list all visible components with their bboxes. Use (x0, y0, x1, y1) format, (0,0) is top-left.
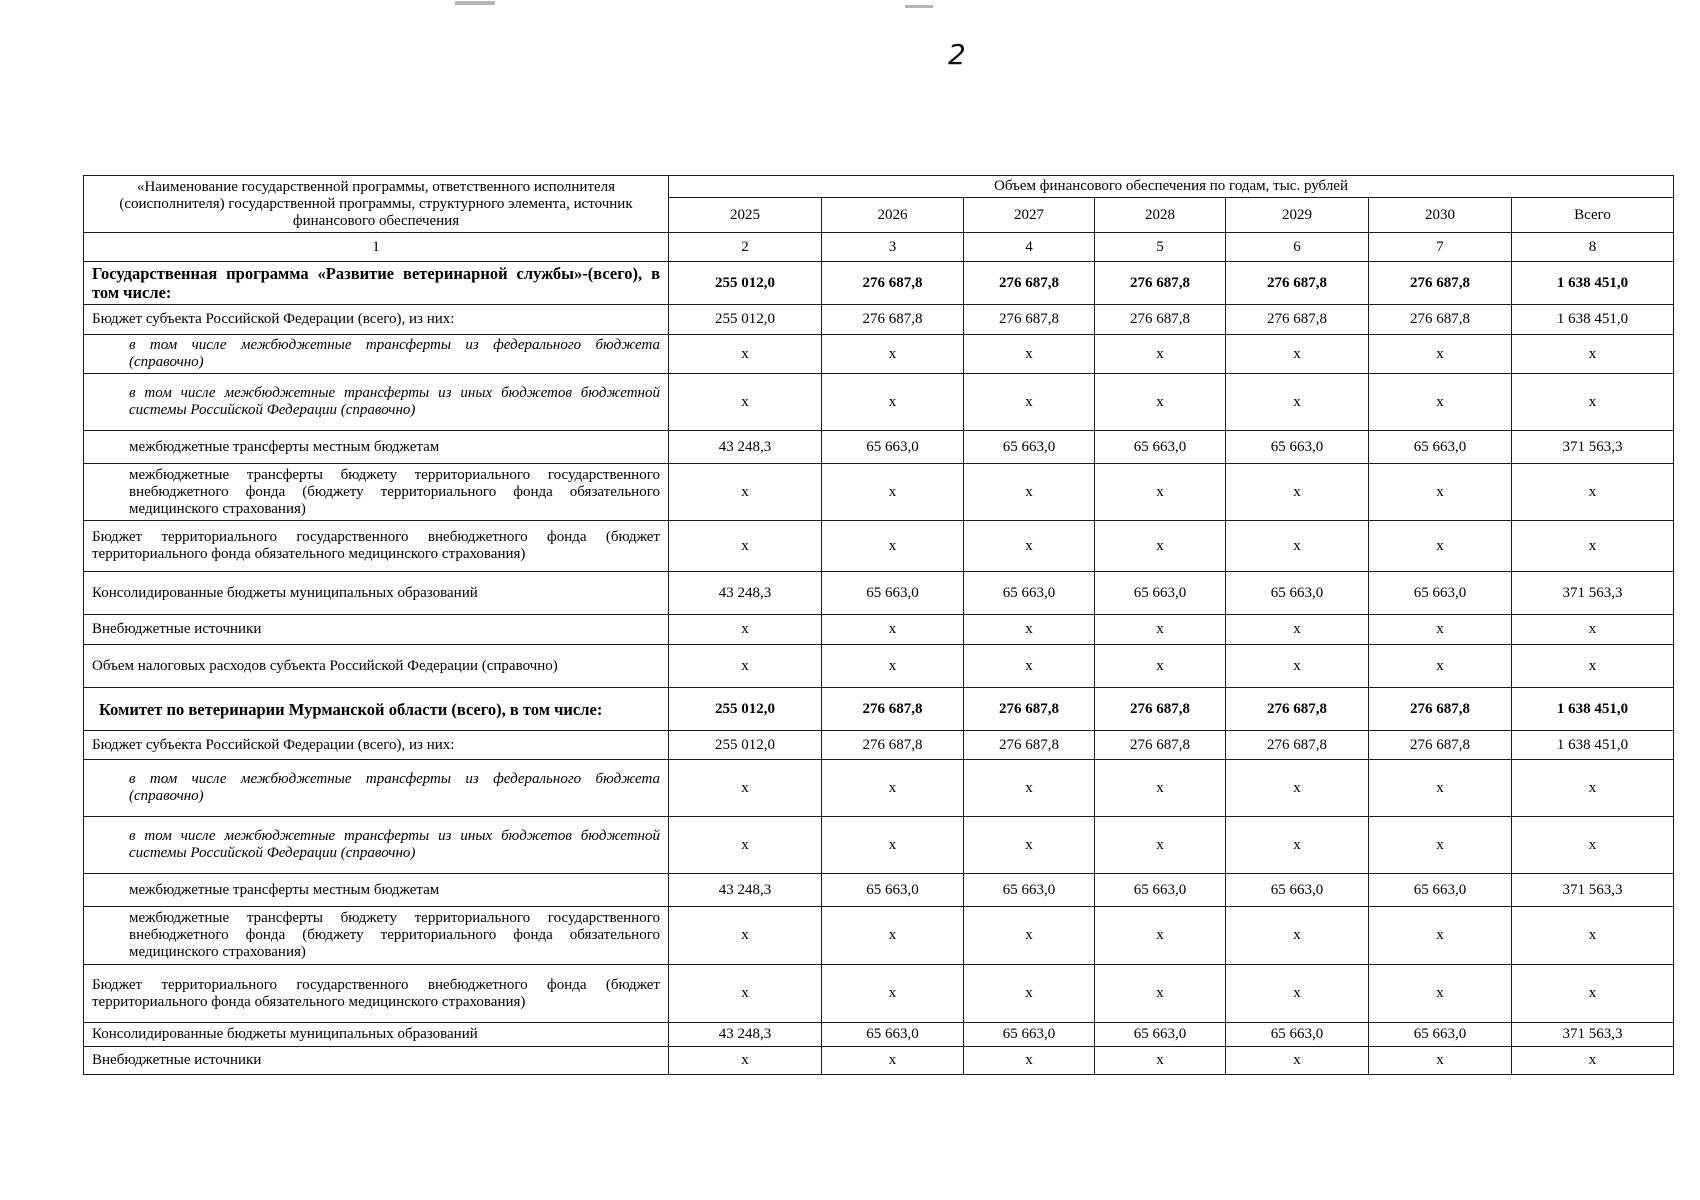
year-value-cell: 255 012,0 (669, 262, 822, 305)
year-value-cell: x (822, 1047, 964, 1075)
row-label: межбюджетные трансферты местным бюджетам (84, 874, 669, 907)
table-row (84, 464, 1674, 521)
year-value-cell: 43 248,3 (669, 874, 822, 907)
year-value-cell: x (1226, 374, 1369, 431)
year-value-cell: 276 687,8 (964, 731, 1095, 760)
row-label: Комитет по ветеринарии Мурманской области (всего), в том числе: (84, 688, 669, 731)
column-index: 8 (1512, 233, 1674, 262)
year-value-cell: 65 663,0 (1226, 874, 1369, 907)
year-value-cell: x (669, 760, 822, 817)
year-value-cell: x (1369, 1047, 1512, 1075)
table-row (84, 731, 1674, 760)
year-value-cell: x (1226, 817, 1369, 874)
year-value-cell: x (822, 335, 964, 374)
year-value-cell: x (669, 464, 822, 521)
column-index: 1 (84, 233, 669, 262)
year-header: 2025 (669, 198, 822, 233)
table-row (84, 572, 1674, 615)
row-label: в том числе межбюджетные трансферты из иных бюджетов бюджетной системы Российской Федерации (справочно) (84, 374, 669, 431)
year-value-cell: 65 663,0 (822, 431, 964, 464)
year-value-cell: 65 663,0 (822, 572, 964, 615)
year-value-cell: x (822, 817, 964, 874)
row-label: Бюджет субъекта Российской Федерации (всего), из них: (84, 731, 669, 760)
table-row (84, 305, 1674, 335)
year-value-cell: x (964, 645, 1095, 688)
year-value-cell: x (822, 521, 964, 572)
column-index: 5 (1095, 233, 1226, 262)
year-value-cell: x (964, 615, 1095, 645)
column-index: 2 (669, 233, 822, 262)
table-row (84, 874, 1674, 907)
year-value-cell: x (1226, 965, 1369, 1023)
year-value-cell: x (669, 615, 822, 645)
year-value-cell: 43 248,3 (669, 1023, 822, 1047)
year-value-cell: x (1369, 521, 1512, 572)
year-value-cell: 255 012,0 (669, 731, 822, 760)
total-cell: 371 563,3 (1512, 1023, 1674, 1047)
year-value-cell: x (1369, 907, 1512, 965)
year-value-cell: x (1095, 645, 1226, 688)
scan-artifact (905, 5, 933, 8)
year-value-cell: 276 687,8 (1095, 262, 1226, 305)
year-value-cell: x (964, 760, 1095, 817)
total-cell: 1 638 451,0 (1512, 731, 1674, 760)
total-cell: 1 638 451,0 (1512, 305, 1674, 335)
year-value-cell: x (1369, 645, 1512, 688)
year-value-cell: x (1095, 374, 1226, 431)
year-value-cell: x (1095, 335, 1226, 374)
year-value-cell: 276 687,8 (1369, 262, 1512, 305)
year-value-cell: x (669, 521, 822, 572)
year-value-cell: 65 663,0 (1095, 572, 1226, 615)
table-row (84, 1047, 1674, 1075)
year-value-cell: 65 663,0 (1369, 431, 1512, 464)
financing-table (83, 175, 1674, 1075)
total-cell: x (1512, 645, 1674, 688)
year-value-cell: 276 687,8 (1095, 688, 1226, 731)
row-label: в том числе межбюджетные трансферты из федерального бюджета (справочно) (84, 760, 669, 817)
row-label: Консолидированные бюджеты муниципальных образований (84, 572, 669, 615)
year-value-cell: x (964, 817, 1095, 874)
year-value-cell: 65 663,0 (964, 572, 1095, 615)
year-value-cell: 276 687,8 (1226, 688, 1369, 731)
year-value-cell: x (669, 817, 822, 874)
row-label: межбюджетные трансферты местным бюджетам (84, 431, 669, 464)
year-value-cell: x (669, 645, 822, 688)
year-value-cell: x (1095, 521, 1226, 572)
column-index: 4 (964, 233, 1095, 262)
row-label: Бюджет территориального государственного внебюджетного фонда (бюджет территориального фонда обязательного медицинского страхования) (84, 965, 669, 1023)
year-value-cell: x (1369, 615, 1512, 645)
row-label: Объем налоговых расходов субъекта Российской Федерации (справочно) (84, 645, 669, 688)
year-value-cell: 276 687,8 (1095, 305, 1226, 335)
year-value-cell: x (1095, 760, 1226, 817)
total-cell: x (1512, 1047, 1674, 1075)
year-value-cell: x (669, 965, 822, 1023)
row-label: Государственная программа «Развитие ветеринарной службы»-(всего), в том числе: (84, 262, 669, 305)
year-value-cell: x (1095, 464, 1226, 521)
year-value-cell: 276 687,8 (1226, 731, 1369, 760)
year-value-cell: x (1095, 1047, 1226, 1075)
year-value-cell: x (669, 1047, 822, 1075)
total-header: Всего (1512, 198, 1674, 233)
year-value-cell: 276 687,8 (822, 731, 964, 760)
table-row (84, 688, 1674, 731)
year-value-cell: 65 663,0 (964, 874, 1095, 907)
financing-group-header: Объем финансового обеспечения по годам, тыс. рублей (669, 176, 1674, 198)
table-row (84, 431, 1674, 464)
year-value-cell: 65 663,0 (964, 431, 1095, 464)
year-value-cell: 276 687,8 (1369, 305, 1512, 335)
total-cell: x (1512, 907, 1674, 965)
column-index-row (84, 233, 1674, 262)
year-value-cell: x (1369, 760, 1512, 817)
total-cell: 371 563,3 (1512, 874, 1674, 907)
table-row (84, 374, 1674, 431)
row-label: в том числе межбюджетные трансферты из иных бюджетов бюджетной системы Российской Федерации (справочно) (84, 817, 669, 874)
row-label: межбюджетные трансферты бюджету территориального государственного внебюджетного фонда (бюджету территориального фонда обязательного медицинского страхования) (84, 907, 669, 965)
column-index: 3 (822, 233, 964, 262)
year-value-cell: x (822, 965, 964, 1023)
year-value-cell: x (1226, 615, 1369, 645)
year-value-cell: x (822, 645, 964, 688)
year-value-cell: x (1226, 760, 1369, 817)
year-value-cell: 65 663,0 (1369, 1023, 1512, 1047)
year-value-cell: x (822, 464, 964, 521)
table-row (84, 521, 1674, 572)
year-value-cell: 65 663,0 (1369, 874, 1512, 907)
year-value-cell: x (964, 464, 1095, 521)
year-value-cell: x (1226, 335, 1369, 374)
year-value-cell: 276 687,8 (1369, 731, 1512, 760)
year-value-cell: 65 663,0 (964, 1023, 1095, 1047)
year-value-cell: x (964, 521, 1095, 572)
year-value-cell: 65 663,0 (822, 1023, 964, 1047)
year-value-cell: 43 248,3 (669, 572, 822, 615)
year-value-cell: x (669, 907, 822, 965)
year-value-cell: x (1226, 521, 1369, 572)
year-value-cell: 65 663,0 (1095, 874, 1226, 907)
year-value-cell: x (964, 1047, 1095, 1075)
year-value-cell: x (822, 907, 964, 965)
year-value-cell: 276 687,8 (822, 688, 964, 731)
row-label: в том числе межбюджетные трансферты из федерального бюджета (справочно) (84, 335, 669, 374)
year-value-cell: 65 663,0 (1226, 572, 1369, 615)
year-value-cell: x (1369, 335, 1512, 374)
year-value-cell: 65 663,0 (822, 874, 964, 907)
table-row (84, 907, 1674, 965)
table-row (84, 817, 1674, 874)
total-cell: x (1512, 335, 1674, 374)
year-value-cell: 276 687,8 (822, 262, 964, 305)
total-cell: 371 563,3 (1512, 431, 1674, 464)
year-value-cell: x (669, 374, 822, 431)
year-value-cell: 65 663,0 (1226, 431, 1369, 464)
year-value-cell: 65 663,0 (1369, 572, 1512, 615)
total-cell: x (1512, 817, 1674, 874)
year-value-cell: x (1095, 817, 1226, 874)
year-value-cell: x (1226, 645, 1369, 688)
total-cell: x (1512, 374, 1674, 431)
year-value-cell: x (1095, 965, 1226, 1023)
year-value-cell: x (822, 760, 964, 817)
name-column-header: «Наименование государственной программы, ответственного исполнителя (соисполнителя) государственной программы, структурного элемента, источник финансового обеспечения (84, 176, 669, 233)
row-label: Бюджет субъекта Российской Федерации (всего), из них: (84, 305, 669, 335)
year-value-cell: 276 687,8 (1226, 305, 1369, 335)
table-row (84, 760, 1674, 817)
total-cell: x (1512, 965, 1674, 1023)
year-header: 2027 (964, 198, 1095, 233)
year-value-cell: x (1095, 615, 1226, 645)
column-index: 7 (1369, 233, 1512, 262)
year-value-cell: x (1226, 907, 1369, 965)
page-number: 2 (948, 38, 966, 71)
table-row (84, 262, 1674, 305)
year-value-cell: x (1369, 817, 1512, 874)
year-value-cell: x (1369, 464, 1512, 521)
year-value-cell: 276 687,8 (964, 262, 1095, 305)
row-label: Внебюджетные источники (84, 1047, 669, 1075)
year-value-cell: 276 687,8 (1095, 731, 1226, 760)
total-cell: 1 638 451,0 (1512, 262, 1674, 305)
year-header: 2028 (1095, 198, 1226, 233)
column-index: 6 (1226, 233, 1369, 262)
table-row (84, 645, 1674, 688)
row-label: Консолидированные бюджеты муниципальных образований (84, 1023, 669, 1047)
table-row (84, 335, 1674, 374)
year-value-cell: 255 012,0 (669, 688, 822, 731)
total-cell: 1 638 451,0 (1512, 688, 1674, 731)
total-cell: 371 563,3 (1512, 572, 1674, 615)
year-value-cell: x (822, 615, 964, 645)
table-row (84, 615, 1674, 645)
year-value-cell: 65 663,0 (1095, 431, 1226, 464)
year-value-cell: 43 248,3 (669, 431, 822, 464)
year-value-cell: x (964, 374, 1095, 431)
total-cell: x (1512, 760, 1674, 817)
year-value-cell: 276 687,8 (964, 688, 1095, 731)
table-row (84, 1023, 1674, 1047)
table-row (84, 965, 1674, 1023)
total-cell: x (1512, 521, 1674, 572)
row-label: Бюджет территориального государственного внебюджетного фонда (бюджет территориального фонда обязательного медицинского страхования) (84, 521, 669, 572)
total-cell: x (1512, 464, 1674, 521)
total-cell: x (1512, 615, 1674, 645)
year-value-cell: 65 663,0 (1095, 1023, 1226, 1047)
year-value-cell: x (964, 335, 1095, 374)
row-label: Внебюджетные источники (84, 615, 669, 645)
table-body (84, 262, 1674, 1075)
year-value-cell: x (1226, 1047, 1369, 1075)
year-header: 2029 (1226, 198, 1369, 233)
row-label: межбюджетные трансферты бюджету территориального государственного внебюджетного фонда (бюджету территориального фонда обязательного медицинского страхования) (84, 464, 669, 521)
year-value-cell: 276 687,8 (1226, 262, 1369, 305)
year-value-cell: x (964, 907, 1095, 965)
year-value-cell: x (1369, 374, 1512, 431)
year-value-cell: 276 687,8 (1369, 688, 1512, 731)
year-value-cell: x (1095, 907, 1226, 965)
year-header: 2030 (1369, 198, 1512, 233)
year-value-cell: x (822, 374, 964, 431)
year-value-cell: x (1226, 464, 1369, 521)
year-value-cell: 65 663,0 (1226, 1023, 1369, 1047)
year-value-cell: x (1369, 965, 1512, 1023)
year-header: 2026 (822, 198, 964, 233)
year-value-cell: 255 012,0 (669, 305, 822, 335)
year-value-cell: x (669, 335, 822, 374)
year-value-cell: 276 687,8 (822, 305, 964, 335)
year-value-cell: x (964, 965, 1095, 1023)
year-value-cell: 276 687,8 (964, 305, 1095, 335)
scan-artifact (455, 1, 495, 5)
